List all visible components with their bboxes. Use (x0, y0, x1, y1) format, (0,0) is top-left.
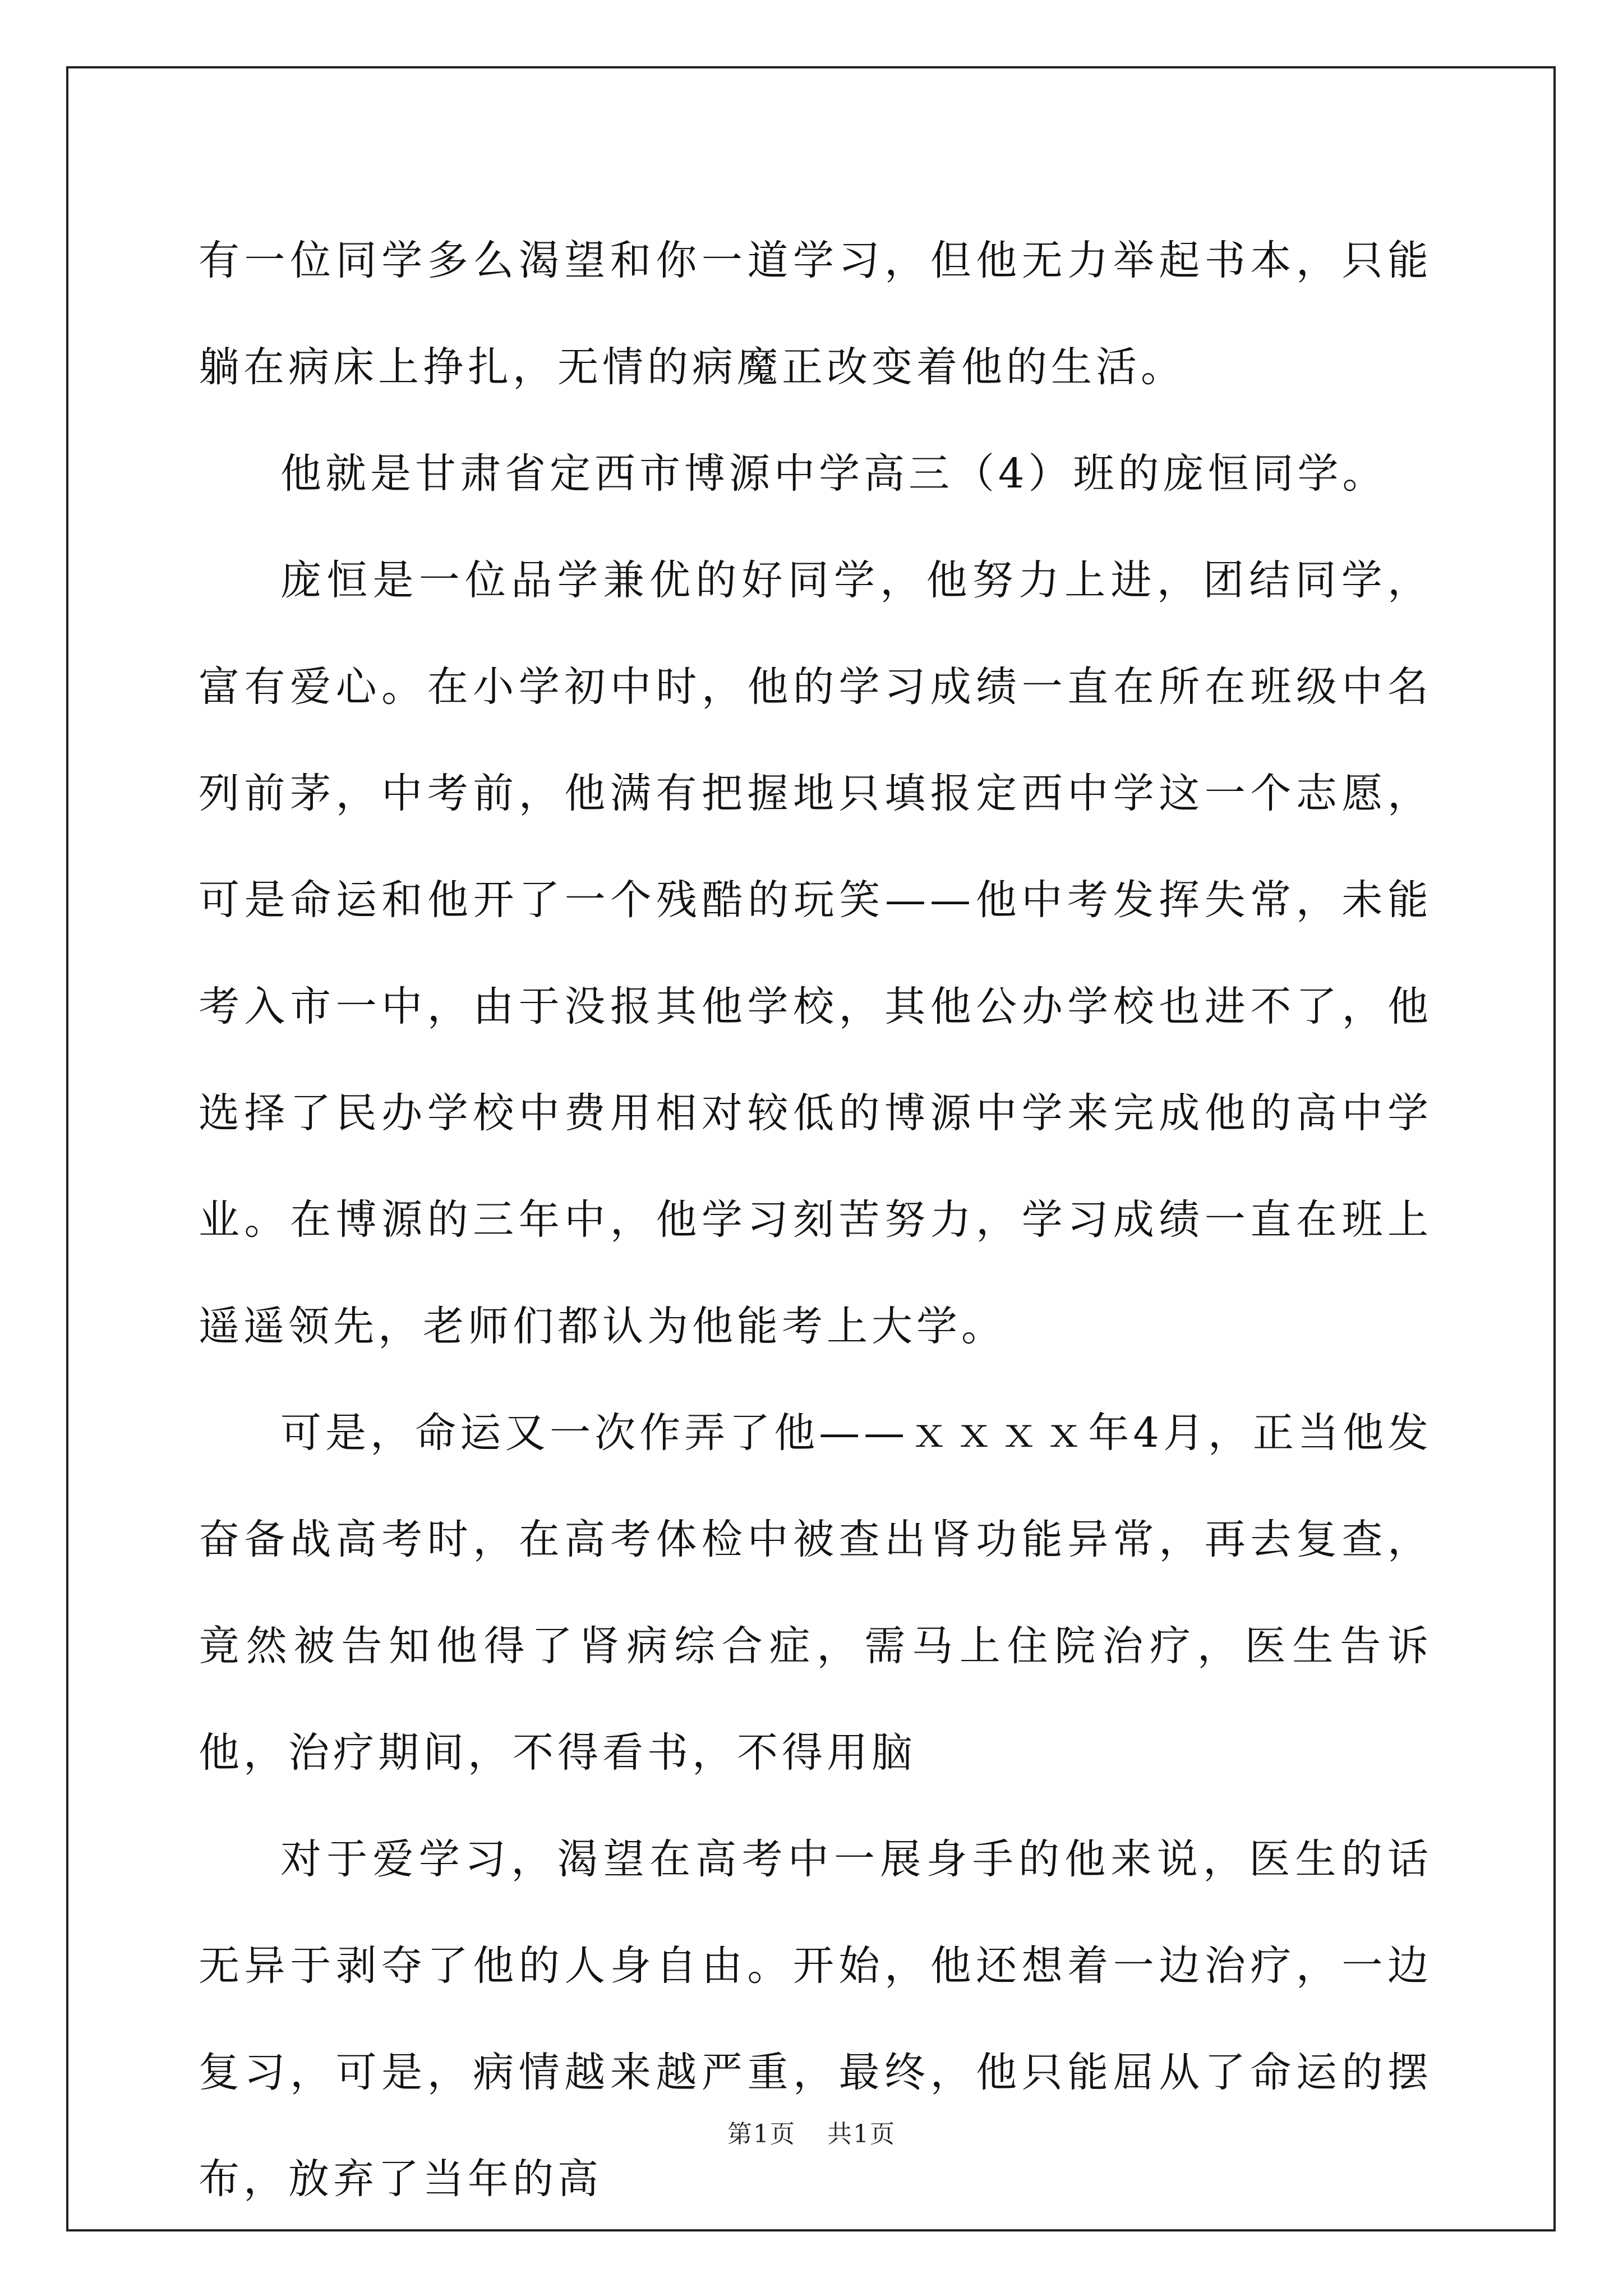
paragraph-2: 他就是甘肃省定西市博源中学高三（4）班的庞恒同学。 (280, 450, 1387, 498)
paragraph-3: 庞恒是一位品学兼优的好同学，他努力上进，团结同学，富有爱心。在小学初中时，他的学习成绩一直在所在班级中名列前茅，中考前，他满有把握地只填报定西中学这一个志愿，可是命运和他开了一个残酷的玩笑——他中考发挥失常，未能考入市一中，由于没报其他学校，其他公办学校也进不了，他选择了民办学校中费用相对较低的博源中学来完成他的高中学业。在博源的三年中，他学习刻苦努力，学习成绩一直在班上遥遥领先，老师们都认为他能考上大学。 (199, 556, 1432, 1350)
paragraph-5: 对于爱学习，渴望在高考中一展身手的他来说，医生的话无异于剥夺了他的人身自由。开始，他还想着一边治疗，一边复习，可是，病情越来越严重，最终，他只能屈从了命运的摆布，放弃了当年的高 (199, 1835, 1432, 2203)
document-body (199, 208, 1432, 2233)
page-number-current: 第1页 (727, 2120, 796, 2148)
page-footer (0, 2114, 1623, 2150)
page-number-total: 共1页 (827, 2120, 896, 2148)
paragraph-1: 有一位同学多么渴望和你一道学习，但他无力举起书本，只能躺在病床上挣扎，无情的病魔正改变着他的生活。 (199, 237, 1432, 391)
paragraph-4: 可是，命运又一次作弄了他——ｘｘｘｘ年4月，正当他发奋备战高考时，在高考体检中被查出肾功能异常，再去复查，竟然被告知他得了肾病综合症，需马上住院治疗，医生告诉他，治疗期间，不得看书，不得用脑 (199, 1409, 1432, 1777)
